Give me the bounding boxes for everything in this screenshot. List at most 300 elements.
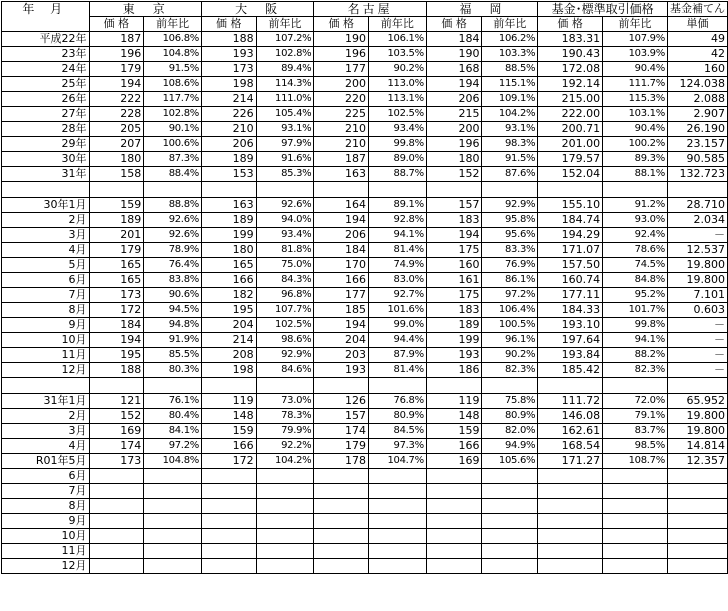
data-cell: 114.3% — [256, 77, 314, 92]
data-cell — [256, 514, 314, 529]
empty-cell — [314, 182, 369, 198]
table-row — [2, 303, 728, 318]
data-cell: 162.61 — [538, 424, 603, 439]
data-cell: 84.3% — [256, 273, 314, 288]
data-cell: 90.4% — [603, 122, 668, 137]
data-cell: 82.3% — [482, 363, 538, 378]
data-cell — [426, 499, 482, 514]
data-cell: 187 — [314, 152, 369, 167]
data-cell: 74.5% — [603, 258, 668, 273]
table-row — [2, 469, 728, 484]
data-cell: 194 — [89, 333, 144, 348]
data-cell: 102.5% — [369, 107, 427, 122]
data-cell: 148 — [426, 409, 482, 424]
data-cell: 92.8% — [369, 213, 427, 228]
nagoya-header: 名古屋 — [314, 2, 426, 17]
table-row — [2, 559, 728, 574]
data-cell: 92.6% — [256, 198, 314, 213]
period-label: 27年 — [2, 107, 90, 122]
data-cell: 111.0% — [256, 92, 314, 107]
data-cell — [538, 484, 603, 499]
data-cell: 119 — [426, 394, 482, 409]
table-row — [2, 122, 728, 137]
period-label: R01年5月 — [2, 454, 90, 469]
data-cell: 165 — [89, 258, 144, 273]
data-cell: 111.7% — [603, 77, 668, 92]
data-cell: 96.1% — [482, 333, 538, 348]
data-cell: 65.952 — [667, 394, 727, 409]
period-label: 10月 — [2, 333, 90, 348]
table-row — [2, 348, 728, 363]
period-label: 4月 — [2, 439, 90, 454]
data-cell: 157 — [314, 409, 369, 424]
data-cell: 117.7% — [144, 92, 202, 107]
empty-cell — [482, 378, 538, 394]
data-cell: 177 — [314, 288, 369, 303]
data-cell: 94.9% — [482, 439, 538, 454]
period-label: 2月 — [2, 409, 90, 424]
data-cell: 80.9% — [482, 409, 538, 424]
data-cell: 88.5% — [482, 62, 538, 77]
data-cell: 180 — [426, 152, 482, 167]
data-cell: 92.2% — [256, 439, 314, 454]
data-cell: 95.2% — [603, 288, 668, 303]
data-cell: 23.157 — [667, 137, 727, 152]
period-label: 28年 — [2, 122, 90, 137]
data-cell: 208 — [201, 348, 256, 363]
data-cell: 96.8% — [256, 288, 314, 303]
data-cell: 83.3% — [482, 243, 538, 258]
data-cell: 179 — [89, 243, 144, 258]
data-cell: 91.2% — [603, 198, 668, 213]
data-cell: 91.9% — [144, 333, 202, 348]
data-cell: 115.3% — [603, 92, 668, 107]
data-cell: 93.4% — [256, 228, 314, 243]
data-cell: 84.5% — [369, 424, 427, 439]
standard-ratio-header: 前年比 — [603, 17, 668, 32]
data-cell: 95.8% — [482, 213, 538, 228]
data-cell: 172 — [201, 454, 256, 469]
data-cell: 198 — [201, 363, 256, 378]
period-label: 11月 — [2, 348, 90, 363]
data-cell: 19.800 — [667, 409, 727, 424]
data-cell — [603, 529, 668, 544]
data-cell: 166 — [314, 273, 369, 288]
data-cell — [667, 469, 727, 484]
data-cell: 19.800 — [667, 273, 727, 288]
data-cell: 100.6% — [144, 137, 202, 152]
data-cell: 87.3% — [144, 152, 202, 167]
data-cell: 206 — [314, 228, 369, 243]
data-cell — [144, 559, 202, 574]
data-cell: 214 — [201, 333, 256, 348]
data-cell: 94.5% — [144, 303, 202, 318]
period-label: 10月 — [2, 529, 90, 544]
data-cell: 170 — [314, 258, 369, 273]
period-label: 31年 — [2, 167, 90, 182]
data-cell: 103.1% — [603, 107, 668, 122]
data-cell: 101.6% — [369, 303, 427, 318]
data-cell: 173 — [201, 62, 256, 77]
data-cell: 91.5% — [482, 152, 538, 167]
data-cell: 78.9% — [144, 243, 202, 258]
data-cell: 177.11 — [538, 288, 603, 303]
data-cell: 89.1% — [369, 198, 427, 213]
data-cell: 192.14 — [538, 77, 603, 92]
data-cell — [314, 514, 369, 529]
data-cell — [482, 499, 538, 514]
data-cell: 103.5% — [369, 47, 427, 62]
table-row — [2, 544, 728, 559]
data-cell: 184.74 — [538, 213, 603, 228]
data-cell: 97.2% — [482, 288, 538, 303]
data-cell — [538, 559, 603, 574]
data-cell: 157.50 — [538, 258, 603, 273]
subsidy-header-bottom: 単価 — [667, 17, 727, 32]
data-cell: － — [667, 228, 727, 243]
table-row — [2, 228, 728, 243]
data-cell — [144, 469, 202, 484]
data-cell — [482, 514, 538, 529]
data-cell: 194 — [314, 318, 369, 333]
period-label: 6月 — [2, 469, 90, 484]
table-row — [2, 77, 728, 92]
data-cell — [144, 484, 202, 499]
data-cell — [89, 544, 144, 559]
data-cell — [144, 514, 202, 529]
data-cell: 83.0% — [369, 273, 427, 288]
data-cell: 183 — [426, 303, 482, 318]
data-cell: 106.8% — [144, 32, 202, 47]
data-cell: 169 — [426, 454, 482, 469]
data-cell: 104.7% — [369, 454, 427, 469]
data-cell: 92.6% — [144, 213, 202, 228]
data-cell: 189 — [89, 213, 144, 228]
table-row — [2, 47, 728, 62]
data-cell: 173 — [89, 454, 144, 469]
data-cell: 83.7% — [603, 424, 668, 439]
empty-cell — [482, 182, 538, 198]
empty-cell — [538, 378, 603, 394]
empty-cell — [369, 182, 427, 198]
data-cell — [667, 484, 727, 499]
data-cell — [426, 559, 482, 574]
data-cell: 91.5% — [144, 62, 202, 77]
empty-cell — [426, 378, 482, 394]
data-cell: 90.6% — [144, 288, 202, 303]
data-cell — [667, 544, 727, 559]
data-cell: 94.1% — [603, 333, 668, 348]
data-cell: 81.8% — [256, 243, 314, 258]
data-cell: 206 — [201, 137, 256, 152]
data-cell: 103.9% — [603, 47, 668, 62]
data-cell: 201.00 — [538, 137, 603, 152]
data-cell: 75.8% — [482, 394, 538, 409]
data-cell: 80.3% — [144, 363, 202, 378]
period-label: 8月 — [2, 499, 90, 514]
spacer-row — [2, 378, 728, 394]
data-cell: 49 — [667, 32, 727, 47]
table-row — [2, 318, 728, 333]
table-row — [2, 529, 728, 544]
data-cell: 228 — [89, 107, 144, 122]
data-cell: 90.1% — [144, 122, 202, 137]
data-cell: 177 — [314, 62, 369, 77]
standard-price-header: 基金･標準取引価格 — [538, 2, 668, 17]
data-cell: 214 — [201, 92, 256, 107]
data-cell — [426, 544, 482, 559]
data-cell: 215.00 — [538, 92, 603, 107]
data-cell: 166 — [426, 439, 482, 454]
data-cell: 88.7% — [369, 167, 427, 182]
data-cell — [426, 529, 482, 544]
data-cell — [426, 469, 482, 484]
header-row-1 — [2, 2, 728, 17]
data-cell: 180 — [201, 243, 256, 258]
data-cell: 88.1% — [603, 167, 668, 182]
data-cell: 103.3% — [482, 47, 538, 62]
empty-cell — [538, 182, 603, 198]
data-cell — [89, 529, 144, 544]
data-cell: 215 — [426, 107, 482, 122]
data-cell: 166 — [201, 273, 256, 288]
data-cell: 198 — [201, 77, 256, 92]
table-row — [2, 62, 728, 77]
osaka-header: 大 阪 — [201, 2, 313, 17]
data-cell — [144, 529, 202, 544]
data-cell: 79.1% — [603, 409, 668, 424]
data-cell: 84.8% — [603, 273, 668, 288]
data-cell — [482, 544, 538, 559]
data-cell — [89, 484, 144, 499]
data-cell: 42 — [667, 47, 727, 62]
data-cell: 85.3% — [256, 167, 314, 182]
data-cell: 172 — [89, 303, 144, 318]
data-cell: 97.9% — [256, 137, 314, 152]
data-cell: 86.1% — [482, 273, 538, 288]
data-cell: 100.5% — [482, 318, 538, 333]
data-cell: 14.814 — [667, 439, 727, 454]
data-cell: 190.43 — [538, 47, 603, 62]
data-cell — [201, 484, 256, 499]
data-cell: 91.6% — [256, 152, 314, 167]
table-row — [2, 288, 728, 303]
data-cell: 188 — [89, 363, 144, 378]
data-cell: 92.7% — [369, 288, 427, 303]
data-cell: 12.357 — [667, 454, 727, 469]
osaka-price-header: 価 格 — [201, 17, 256, 32]
data-cell: 94.0% — [256, 213, 314, 228]
table-row — [2, 273, 728, 288]
data-cell: 84.6% — [256, 363, 314, 378]
data-cell: 81.4% — [369, 363, 427, 378]
data-cell: 207 — [89, 137, 144, 152]
data-cell: 187 — [89, 32, 144, 47]
data-cell: 164 — [314, 198, 369, 213]
data-cell: 80.9% — [369, 409, 427, 424]
data-cell — [369, 484, 427, 499]
data-cell — [314, 484, 369, 499]
table-row — [2, 107, 728, 122]
period-label: 3月 — [2, 424, 90, 439]
data-cell: 165 — [89, 273, 144, 288]
data-cell: 119 — [201, 394, 256, 409]
empty-cell — [667, 378, 727, 394]
data-cell: 194 — [314, 213, 369, 228]
data-cell: 89.0% — [369, 152, 427, 167]
data-cell: 88.8% — [144, 198, 202, 213]
data-cell: 193 — [201, 47, 256, 62]
data-cell: 82.3% — [603, 363, 668, 378]
data-cell: 106.4% — [482, 303, 538, 318]
data-cell: 171.27 — [538, 454, 603, 469]
empty-cell — [369, 378, 427, 394]
data-cell: 194 — [426, 228, 482, 243]
data-cell — [538, 529, 603, 544]
data-cell: 205 — [89, 122, 144, 137]
table-row — [2, 92, 728, 107]
tokyo-ratio-header: 前年比 — [144, 17, 202, 32]
data-cell: 200 — [314, 77, 369, 92]
data-cell: 132.723 — [667, 167, 727, 182]
empty-cell — [426, 182, 482, 198]
empty-cell — [144, 378, 202, 394]
data-cell: 171.07 — [538, 243, 603, 258]
period-label: 4月 — [2, 243, 90, 258]
data-cell: 159 — [89, 198, 144, 213]
data-cell: 200.71 — [538, 122, 603, 137]
data-cell: 194 — [426, 77, 482, 92]
data-cell: 85.5% — [144, 348, 202, 363]
data-cell: 93.1% — [256, 122, 314, 137]
period-label: 30年 — [2, 152, 90, 167]
table-row — [2, 439, 728, 454]
data-cell — [482, 469, 538, 484]
data-cell: 0.603 — [667, 303, 727, 318]
data-cell — [369, 559, 427, 574]
data-cell: 193.84 — [538, 348, 603, 363]
data-cell — [201, 469, 256, 484]
data-cell: 210 — [201, 122, 256, 137]
data-cell: 7.101 — [667, 288, 727, 303]
table-row — [2, 363, 728, 378]
data-cell — [314, 559, 369, 574]
data-cell: 92.4% — [603, 228, 668, 243]
fukuoka-header: 福 岡 — [426, 2, 537, 17]
data-cell — [256, 499, 314, 514]
data-cell — [314, 469, 369, 484]
data-cell: 163 — [201, 198, 256, 213]
data-cell — [256, 559, 314, 574]
empty-cell — [201, 182, 256, 198]
data-cell: 189 — [201, 152, 256, 167]
data-cell — [314, 499, 369, 514]
data-cell: 95.6% — [482, 228, 538, 243]
data-cell: 196 — [314, 47, 369, 62]
data-cell: 179 — [314, 439, 369, 454]
data-cell: 160.74 — [538, 273, 603, 288]
data-cell: － — [667, 363, 727, 378]
period-label: 31年1月 — [2, 394, 90, 409]
data-cell: 107.9% — [603, 32, 668, 47]
data-cell: 153 — [201, 167, 256, 182]
data-cell: 148 — [201, 409, 256, 424]
data-cell: 185.42 — [538, 363, 603, 378]
data-cell: 98.6% — [256, 333, 314, 348]
subsidy-header-top: 基金補てん — [667, 2, 727, 17]
period-label: 23年 — [2, 47, 90, 62]
data-cell: 92.9% — [256, 348, 314, 363]
data-cell — [538, 514, 603, 529]
data-cell — [369, 544, 427, 559]
period-label: 29年 — [2, 137, 90, 152]
data-cell: 186 — [426, 363, 482, 378]
table-row — [2, 333, 728, 348]
table-row — [2, 198, 728, 213]
data-cell: 76.8% — [369, 394, 427, 409]
egg-price-table — [1, 1, 728, 574]
data-cell: 74.9% — [369, 258, 427, 273]
data-cell: 97.2% — [144, 439, 202, 454]
data-cell: 88.2% — [603, 348, 668, 363]
data-cell — [667, 559, 727, 574]
data-cell: 160 — [667, 62, 727, 77]
data-cell: 225 — [314, 107, 369, 122]
data-cell: 163 — [314, 167, 369, 182]
data-cell: 184 — [426, 32, 482, 47]
data-cell: 165 — [201, 258, 256, 273]
data-cell: 168.54 — [538, 439, 603, 454]
data-cell — [89, 559, 144, 574]
data-cell — [538, 499, 603, 514]
data-cell: 2.907 — [667, 107, 727, 122]
data-cell: 113.0% — [369, 77, 427, 92]
data-cell: 104.2% — [256, 454, 314, 469]
data-cell: 204 — [314, 333, 369, 348]
data-cell: 100.2% — [603, 137, 668, 152]
data-cell: 78.6% — [603, 243, 668, 258]
table-row — [2, 454, 728, 469]
data-cell: 113.1% — [369, 92, 427, 107]
data-cell — [369, 499, 427, 514]
table-row — [2, 514, 728, 529]
nagoya-price-header: 価 格 — [314, 17, 369, 32]
data-cell: 180 — [89, 152, 144, 167]
data-cell: 199 — [426, 333, 482, 348]
data-cell: 92.9% — [482, 198, 538, 213]
period-label: 24年 — [2, 62, 90, 77]
data-cell: 179.57 — [538, 152, 603, 167]
data-cell — [482, 559, 538, 574]
data-cell: 106.1% — [369, 32, 427, 47]
data-cell: 93.0% — [603, 213, 668, 228]
data-cell: 80.4% — [144, 409, 202, 424]
data-cell: 161 — [426, 273, 482, 288]
data-cell: 104.8% — [144, 454, 202, 469]
data-cell: 90.585 — [667, 152, 727, 167]
data-cell: 184 — [89, 318, 144, 333]
data-cell: 94.1% — [369, 228, 427, 243]
data-cell: 160 — [426, 258, 482, 273]
data-cell — [89, 469, 144, 484]
data-cell: 188 — [201, 32, 256, 47]
data-cell — [314, 529, 369, 544]
data-cell: 204 — [201, 318, 256, 333]
period-label: 7月 — [2, 484, 90, 499]
data-cell — [314, 544, 369, 559]
data-cell — [603, 544, 668, 559]
data-cell: 146.08 — [538, 409, 603, 424]
